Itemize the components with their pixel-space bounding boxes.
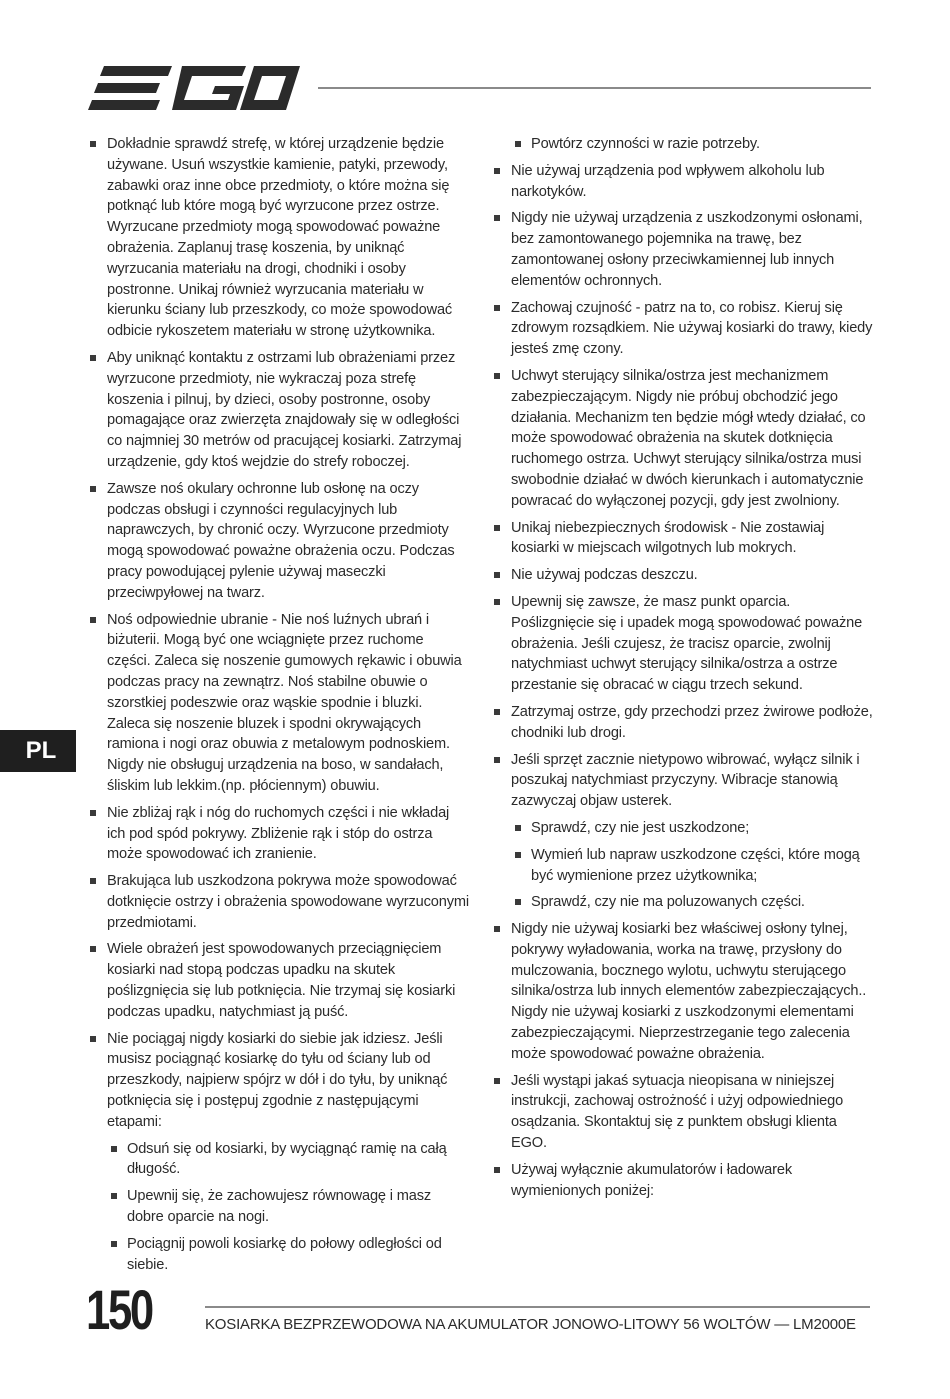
sub-list-item: Odsuń się od kosiarki, by wyciągnąć ramię na całą długość. [107, 1139, 469, 1181]
sub-list-item: Powtórz czynności w razie potrzeby. [511, 134, 876, 155]
footer-rule [205, 1306, 870, 1308]
list-item: Upewnij się zawsze, że masz punkt oparcia. Poślizgnięcie się i upadek mogą spowodować poważne obrażenia. Jeśli czujesz, że tracisz oparcie, zwolnij natychmiast uchwyt sterujący silnika/ostrza a ostrze przestanie się obracać w ciągu trzech sekund. [491, 592, 876, 696]
list-item: Używaj wyłącznie akumulatorów i ładowarek wymienionych poniżej: [491, 1160, 876, 1202]
list-item: Nie zbliżaj rąk i nóg do ruchomych części i nie wkładaj ich pod spód pokrywy. Zbliżenie rąk i stóp do ostrza może spowodować ich zranienie. [87, 803, 469, 865]
list-item [491, 750, 876, 914]
list-item: Nigdy nie używaj urządzenia z uszkodzonymi osłonami, bez zamontowanego pojemnika na trawę, bez zamontowanej osłony przeciwkamiennej lub innych elementów ochronnych. [491, 208, 876, 291]
header-rule [318, 87, 871, 89]
ego-logo-graphic [86, 62, 300, 114]
sub-list [107, 1139, 469, 1276]
ego-logo [86, 62, 300, 114]
sub-list-item: Sprawdź, czy nie jest uszkodzone; [511, 818, 876, 839]
left-column [87, 134, 469, 1281]
sub-list [511, 818, 876, 913]
page-number: 150 [86, 1278, 152, 1341]
list-item-text: Nie pociągaj nigdy kosiarki do siebie jak idziesz. Jeśli musisz pociągnąć kosiarkę do tyłu od ściany lub od przeszkody, najpierw spójrz w dół i do tyłu, by uniknąć potknięcia się i postępuj zgodnie z następującymi etapami: [107, 1030, 448, 1130]
list-item: Aby uniknąć kontaktu z ostrzami lub obrażeniami przez wyrzucone przedmioty, nie wykraczaj poza strefę koszenia i pilnuj, by dzieci, osoby postronne, osoby pomagające oraz zwierzęta znajdowały się w odległości co najmniej 30 metrów od pracującej kosiarki. Zatrzymaj urządzenie, gdy ktoś wejdzie do strefy roboczej. [87, 348, 469, 473]
list-item: Zawsze noś okulary ochronne lub osłonę na oczy podczas obsługi i czynności regulacyjnych lub naprawczych, by chronić oczy. Wyrzucone przedmioty mogą spowodować poważne obrażenia oczu. Podczas pracy powodującej pylenie używaj maseczki przeciwpyłowej na twarz. [87, 479, 469, 604]
list-item: Noś odpowiednie ubranie - Nie noś luźnych ubrań i biżuterii. Mogą być one wciągnięte przez ruchome części. Zaleca się noszenie gumowych rękawic i obuwia podczas pracy na zewnątrz. Noś stabilne obuwie o szorstkiej podeszwie oraz wąskie spodnie i bluzki. Zaleca się noszenie bluzek i spodni okrywających ramiona i nogi oraz obuwia z metalowym podnoskiem. Nigdy nie obsługuj urządzenia na boso, w sandałach, śliskim lub lekkim.(np. płóciennym) obuwiu. [87, 610, 469, 797]
list-item: Uchwyt sterujący silnika/ostrza jest mechanizmem zabezpieczającym. Nigdy nie próbuj obchodzić jego działania. Mechanizm ten będzie mógł wtedy działać, co może spowodować obrażenia na skutek dotknięcia ruchomego ostrza. Uchwyt sterujący silnika/ostrza musi swobodnie działać w dwóch kierunkach i automatycznie powracać do wyłączonej pozycji, gdy jest zwolniony. [491, 366, 876, 512]
list-item: Zatrzymaj ostrze, gdy przechodzi przez żwirowe podłoże, chodniki lub drogi. [491, 702, 876, 744]
left-bullet-list [87, 134, 469, 1275]
list-item [87, 1029, 469, 1276]
list-item: Brakująca lub uszkodzona pokrywa może spowodować dotknięcie ostrzy i obrażenia spowodowane wyrzuconymi przedmiotami. [87, 871, 469, 933]
right-column [491, 134, 876, 1207]
sub-list-item: Sprawdź, czy nie ma poluzowanych części. [511, 892, 876, 913]
footer-title: KOSIARKA BEZPRZEWODOWA NA AKUMULATOR JONOWO-LITOWY 56 WOLTÓW — LM2000E [205, 1316, 856, 1333]
list-item: Wiele obrażeń jest spowodowanych przeciągnięciem kosiarki nad stopą podczas upadku na skutek poślizgnięcia się lub potknięcia. Nie trzymaj się kosiarki podczas upadku, natychmiast ją puść. [87, 939, 469, 1022]
list-item: Nie używaj urządzenia pod wpływem alkoholu lub narkotyków. [491, 161, 876, 203]
list-item: Jeśli wystąpi jakaś sytuacja nieopisana w niniejszej instrukcji, zachowaj ostrożność i użyj odpowiedniego osądzania. Skontaktuj się z punktem obsługi klienta EGO. [491, 1071, 876, 1154]
list-item: Nigdy nie używaj kosiarki bez właściwej osłony tylnej, pokrywy wyładowania, worka na trawę, przysłony do mulczowania, bocznego wylotu, uchwytu sterującego silnika/ostrza lub innych elementów zabezpieczających.. Nigdy nie używaj kosiarki z uszkodzonymi elementami zabezpieczającymi. Nieprzestrzeganie tego zalecenia może spowodować poważne obrażenia. [491, 919, 876, 1065]
list-item: Nie używaj podczas deszczu. [491, 565, 876, 586]
sub-list-item: Wymień lub napraw uszkodzone części, które mogą być wymienione przez użytkownika; [511, 845, 876, 887]
list-item-text: Jeśli sprzęt zacznie nietypowo wibrować, wyłącz silnik i poszukaj natychmiast przyczyny. Wibracje stanowią zazwyczaj objaw usterek. [511, 751, 860, 810]
sub-list-item: Upewnij się, że zachowujesz równowagę i masz dobre oparcie na nogi. [107, 1186, 469, 1228]
sub-list [491, 134, 876, 155]
sub-list-item: Pociągnij powoli kosiarkę do połowy odległości od siebie. [107, 1234, 469, 1276]
right-bullet-list [491, 161, 876, 1202]
list-item: Dokładnie sprawdź strefę, w której urządzenie będzie używane. Usuń wszystkie kamienie, patyki, przewody, zabawki oraz inne obce przedmioty, o które można się potknąć lub które mogą być wyrzucone przez ostrze. Wyrzucane przedmioty mogą spowodować poważne obrażenia. Zaplanuj trasę koszenia, by uniknąć wyrzucania materiału na drogi, chodniki i osoby postronne. Unikaj również wyrzucania materiału w kierunku ściany lub przeszkody, co może spowodować odbicie rykoszetem materiału w stronę użytkownika. [87, 134, 469, 342]
list-item: Unikaj niebezpiecznych środowisk - Nie zostawiaj kosiarki w miejscach wilgotnych lub mokrych. [491, 518, 876, 560]
language-tab: PL [0, 730, 76, 772]
list-item: Zachowaj czujność - patrz na to, co robisz. Kieruj się zdrowym rozsądkiem. Nie używaj kosiarki do trawy, kiedy jesteś zmę czony. [491, 298, 876, 360]
